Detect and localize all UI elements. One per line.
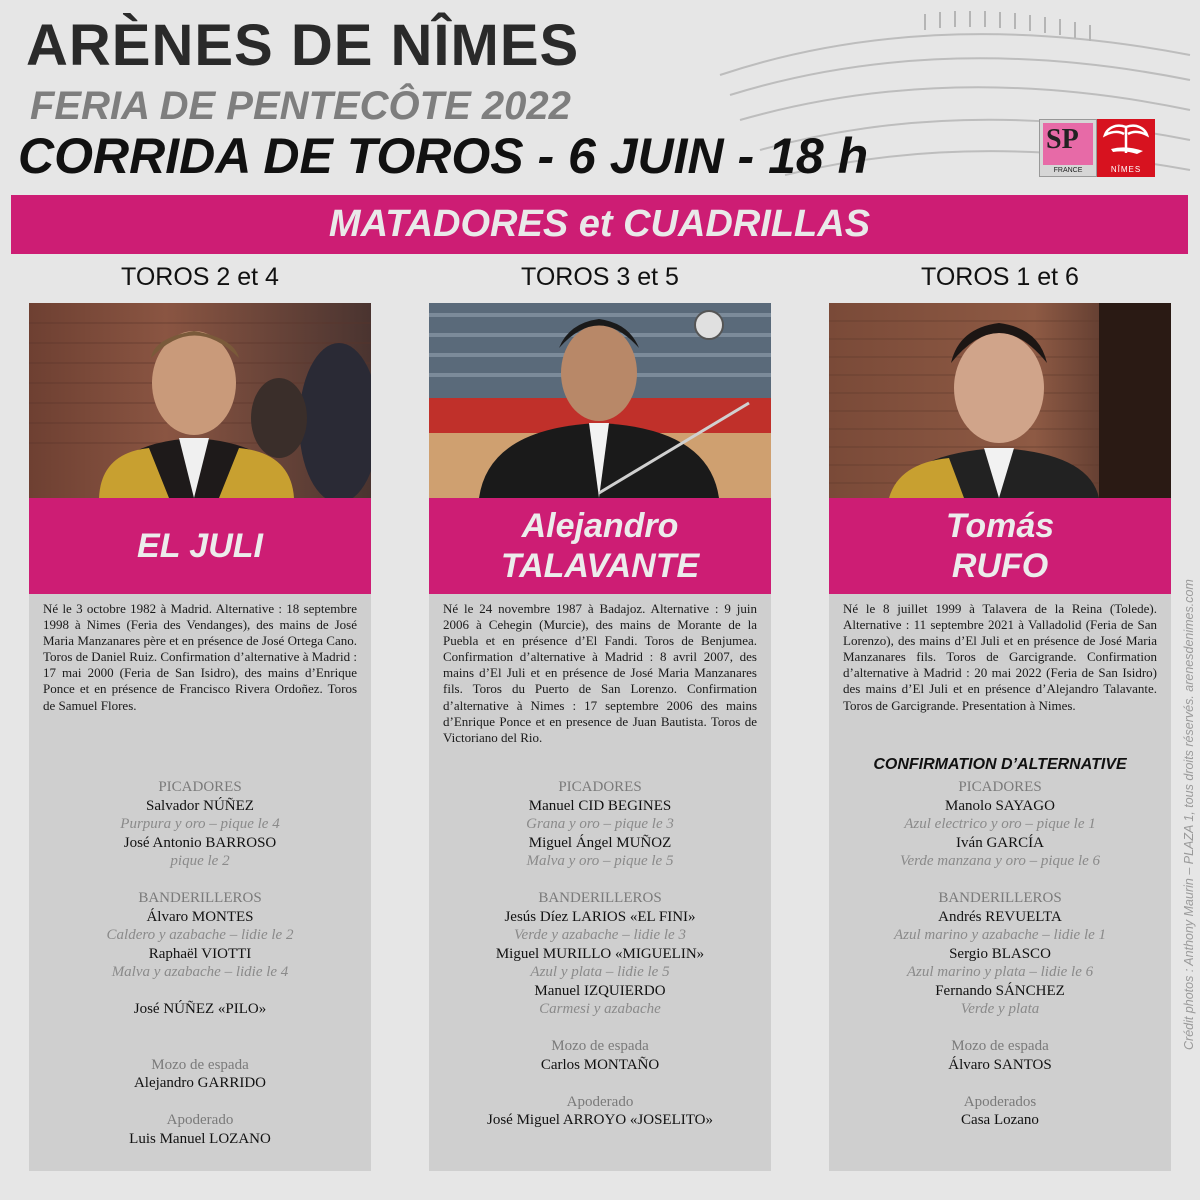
crew-member: Fernando SÁNCHEZ <box>935 982 1065 999</box>
crew-member: Miguel Ángel MUÑOZ <box>528 834 672 851</box>
crew-member: Carlos MONTAÑO <box>540 1056 660 1073</box>
crew-member: Iván GARCÍA <box>956 834 1044 851</box>
crew-member: Luis Manuel LOZANO <box>129 1130 271 1147</box>
matador-bio-rufo: Né le 8 juillet 1999 à Talavera de la Reina (Tolede). Alternative : 11 septembre 2021 à Valladolid (Feria de San Lorenzo), des mains d’El Juli et en présence de José Maria Manzanares fils. Toros de Garcigrande. Confirmation d’alternative à Madrid : 20 mai 2022 (Feria de San Isidro) des mains d’El Juli et en présence d’Alejandro Talavante. Toros de Garcigrande. Presentation à Nimes. <box>843 601 1157 713</box>
corrida-date-line: CORRIDA DE TOROS - 6 JUIN - 18 h <box>18 128 869 184</box>
crew-detail: Azul y plata – lidie le 5 <box>530 964 670 980</box>
crew-detail: pique le 2 <box>170 853 230 869</box>
crew-section-heading: PICADORES <box>958 779 1042 795</box>
matador-name-talavante <box>429 498 771 594</box>
toros-header-juli: TOROS 2 et 4 <box>121 263 279 291</box>
toros-header-rufo: TOROS 1 et 6 <box>921 263 1079 291</box>
spacer <box>429 1074 771 1093</box>
crew-section-heading: Apoderado <box>566 1093 634 1110</box>
crew-member: Sergio BLASCO <box>949 945 1051 962</box>
crew-member: Salvador NÚÑEZ <box>146 797 254 814</box>
crew-section-heading: BANDERILLEROS <box>938 890 1062 906</box>
toros-header-talavante: TOROS 3 et 5 <box>521 263 679 291</box>
crew-detail: Verde manzana y oro – pique le 6 <box>899 853 1101 869</box>
confirmation-note: CONFIRMATION D’ALTERNATIVE <box>873 756 1127 773</box>
crew-section-heading: Mozo de espada <box>951 1038 1049 1054</box>
feria-subtitle: FERIA DE PENTECÔTE 2022 <box>30 84 571 128</box>
crew-member: Jesús Díez LARIOS «EL FINI» <box>504 908 696 925</box>
spacer <box>429 871 771 890</box>
matador-name-line1: Alejandro <box>521 507 679 545</box>
crew-detail: Malva y azabache – lidie le 4 <box>111 964 289 980</box>
crew-member: Raphaël VIOTTI <box>148 945 252 962</box>
crew-member: José Miguel ARROYO «JOSELITO» <box>487 1112 713 1128</box>
usp-france-logo: SP FRANCE <box>1039 119 1097 177</box>
crew-member: Andrés REVUELTA <box>938 908 1062 925</box>
matador-photo-talavante <box>429 303 771 498</box>
spacer <box>829 1074 1171 1093</box>
crew-detail: Verde y plata <box>960 1001 1040 1017</box>
crew-member: José Antonio BARROSO <box>123 834 277 851</box>
spacer <box>29 982 371 1001</box>
crew-section-heading: Mozo de espada <box>151 1056 249 1073</box>
matador-bio-talavante: Né le 24 novembre 1987 à Badajoz. Alternative : 9 juin 2006 à Cehegin (Murcie), des mains de Morante de la Puebla et en présence d’El Fandi. Toros de Benjumea. Confirmation d’alternative à Madrid : 8 avril 2007, des mains d’El Juli et en présence de José Maria Manzanares fils. Toros du Puerto de San Lorenzo. Confirmation d’alternative à Nimes : 17 septembre 2006 des mains d’Enrique Ponce et en presence de Juan Bautista. Toros de Victoriano del Rio. <box>443 601 757 745</box>
matador-name-juli <box>29 498 371 594</box>
crew-section-heading: Mozo de espada <box>551 1038 649 1054</box>
crew-detail: Azul marino y azabache – lidie le 1 <box>893 927 1107 943</box>
crew-member: Álvaro MONTES <box>146 908 254 925</box>
crew-member: Alejandro GARRIDO <box>133 1075 267 1091</box>
cuadrilla-juli <box>29 778 371 1148</box>
cuadrilla-talavante <box>429 778 771 1130</box>
crew-detail: Caldero y azabache – lidie le 2 <box>106 927 294 943</box>
crew-member: Álvaro SANTOS <box>948 1056 1052 1073</box>
matador-card-juli <box>29 303 371 1171</box>
matador-card-talavante <box>429 303 771 1171</box>
crew-member: Manolo SAYAGO <box>945 797 1055 814</box>
crew-section-heading: PICADORES <box>558 779 642 795</box>
matador-bio-juli: Né le 3 octobre 1982 à Madrid. Alternative : 18 septembre 1998 à Nimes (Feria des Vendanges), des mains de José Maria Manzanares père et en présence de José Ortega Cano. Toros de Daniel Ruiz. Confirmation d’alternative à Madrid : 17 mai 2000 (Feria de San Isidro), des mains d’Enrique Ponce et en présence de Francisco Rivera Ordoñez. Toros de Samuel Flores. <box>43 601 357 713</box>
matador-photo-juli <box>29 303 371 498</box>
palm-crocodile-icon <box>1097 119 1155 161</box>
matador-card-rufo <box>829 303 1171 1171</box>
crew-member: Casa Lozano <box>961 1112 1039 1128</box>
crew-section-heading: BANDERILLEROS <box>538 890 662 906</box>
crew-detail: Azul electrico y oro – pique le 1 <box>904 816 1096 832</box>
crew-detail: Carmesi y azabache <box>539 1001 661 1017</box>
nimes-city-logo: NÎMES <box>1097 119 1155 177</box>
spacer <box>829 871 1171 890</box>
matador-name-rufo <box>829 498 1171 594</box>
crew-section-heading: PICADORES <box>158 779 242 795</box>
crew-section-heading: Apoderado <box>166 1112 234 1128</box>
matador-name-line1: EL JULI <box>137 527 263 565</box>
crew-detail: Malva y oro – pique le 5 <box>526 853 674 869</box>
crew-member: José NÚÑEZ «PILO» <box>133 1001 267 1017</box>
spacer <box>29 1093 371 1112</box>
cuadrilla-rufo <box>829 778 1171 1130</box>
crew-section-heading: BANDERILLEROS <box>138 890 262 906</box>
spacer <box>29 871 371 890</box>
crew-section-heading: Apoderados <box>963 1093 1037 1110</box>
spacer <box>29 1019 371 1038</box>
crew-detail: Grana y oro – pique le 3 <box>526 816 674 832</box>
matador-photo-rufo <box>829 303 1171 498</box>
matador-name-line1: Tomás <box>945 507 1055 545</box>
matadores-banner: MATADORES et CUADRILLAS <box>11 195 1188 254</box>
crew-member: Manuel IZQUIERDO <box>534 982 666 999</box>
crew-detail: Verde y azabache – lidie le 3 <box>514 927 686 943</box>
page-title: ARÈNES DE NÎMES <box>26 13 580 78</box>
photo-credit: Crédit photos : Anthony Maurin – PLAZA 1, tous droits réservés. arenesdenimes.com <box>1182 579 1196 1050</box>
crew-member: Manuel CID BEGINES <box>528 797 672 814</box>
matador-name-line2: RUFO <box>951 547 1049 585</box>
spacer <box>29 1037 371 1056</box>
matador-name-line2: TALAVANTE <box>500 547 700 585</box>
spacer <box>829 1019 1171 1038</box>
spacer <box>429 1019 771 1038</box>
crew-detail: Azul marino y plata – lidie le 6 <box>906 964 1094 980</box>
crew-member: Miguel MURILLO «MIGUELIN» <box>495 945 705 962</box>
crew-detail: Purpura y oro – pique le 4 <box>120 816 280 832</box>
